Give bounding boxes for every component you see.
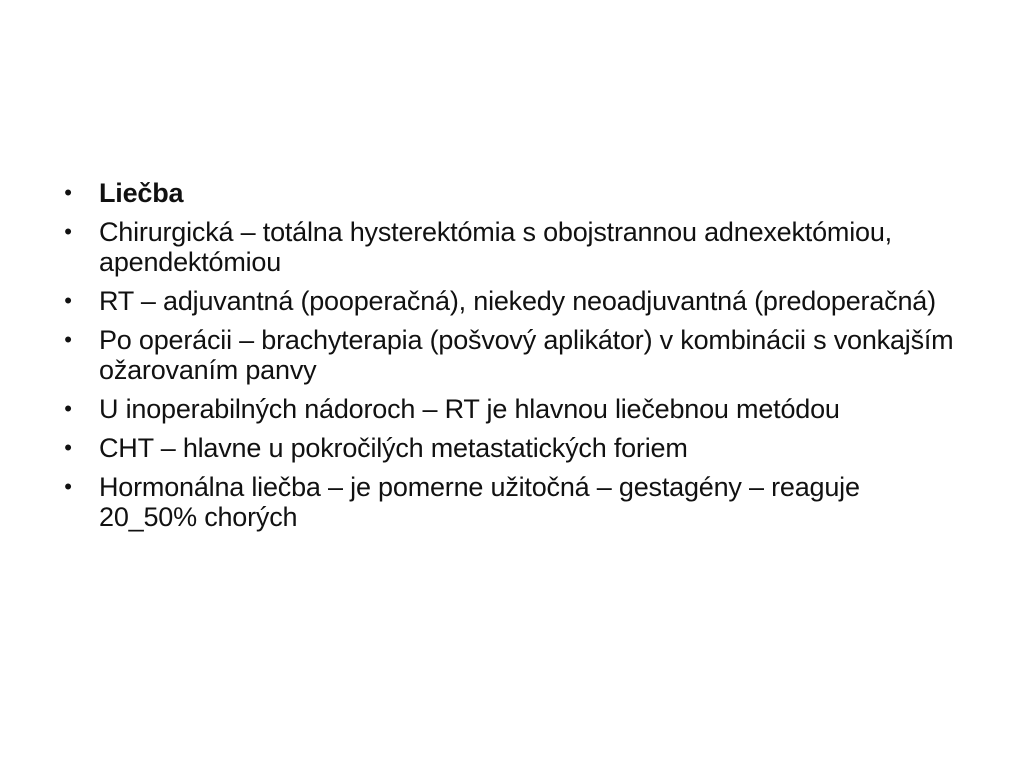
bullet-text: Po operácii – brachyterapia (pošvový aplikátor) v kombinácii s vonkajším ožarovaním panvy	[99, 325, 954, 385]
bullet-icon: •	[64, 288, 72, 313]
bullet-icon: •	[64, 219, 72, 244]
bullet-icon: •	[64, 474, 72, 499]
bullet-text: CHT – hlavne u pokročilých metastatických foriem	[99, 433, 688, 463]
bullet-text: Chirurgická – totálna hysterektómia s obojstrannou adnexektómiou, apendektómiou	[99, 217, 892, 277]
bullet-item	[58, 472, 958, 532]
bullet-item	[58, 325, 958, 385]
bullet-item	[58, 286, 958, 316]
bullet-icon: •	[64, 435, 72, 460]
bullet-text: RT – adjuvantná (pooperačná), niekedy neoadjuvantná (predoperačná)	[99, 286, 936, 316]
bullet-icon: •	[64, 396, 72, 421]
bullet-list	[58, 178, 958, 541]
bullet-item-heading	[58, 178, 958, 208]
bullet-item	[58, 217, 958, 277]
bullet-text: U inoperabilných nádoroch – RT je hlavnou liečebnou metódou	[99, 394, 840, 424]
bullet-text: Liečba	[99, 178, 184, 208]
bullet-item	[58, 394, 958, 424]
bullet-item	[58, 433, 958, 463]
bullet-text: Hormonálna liečba – je pomerne užitočná – gestagény – reaguje 20_50% chorých	[99, 472, 860, 532]
bullet-icon: •	[64, 180, 72, 205]
bullet-icon: •	[64, 327, 72, 352]
